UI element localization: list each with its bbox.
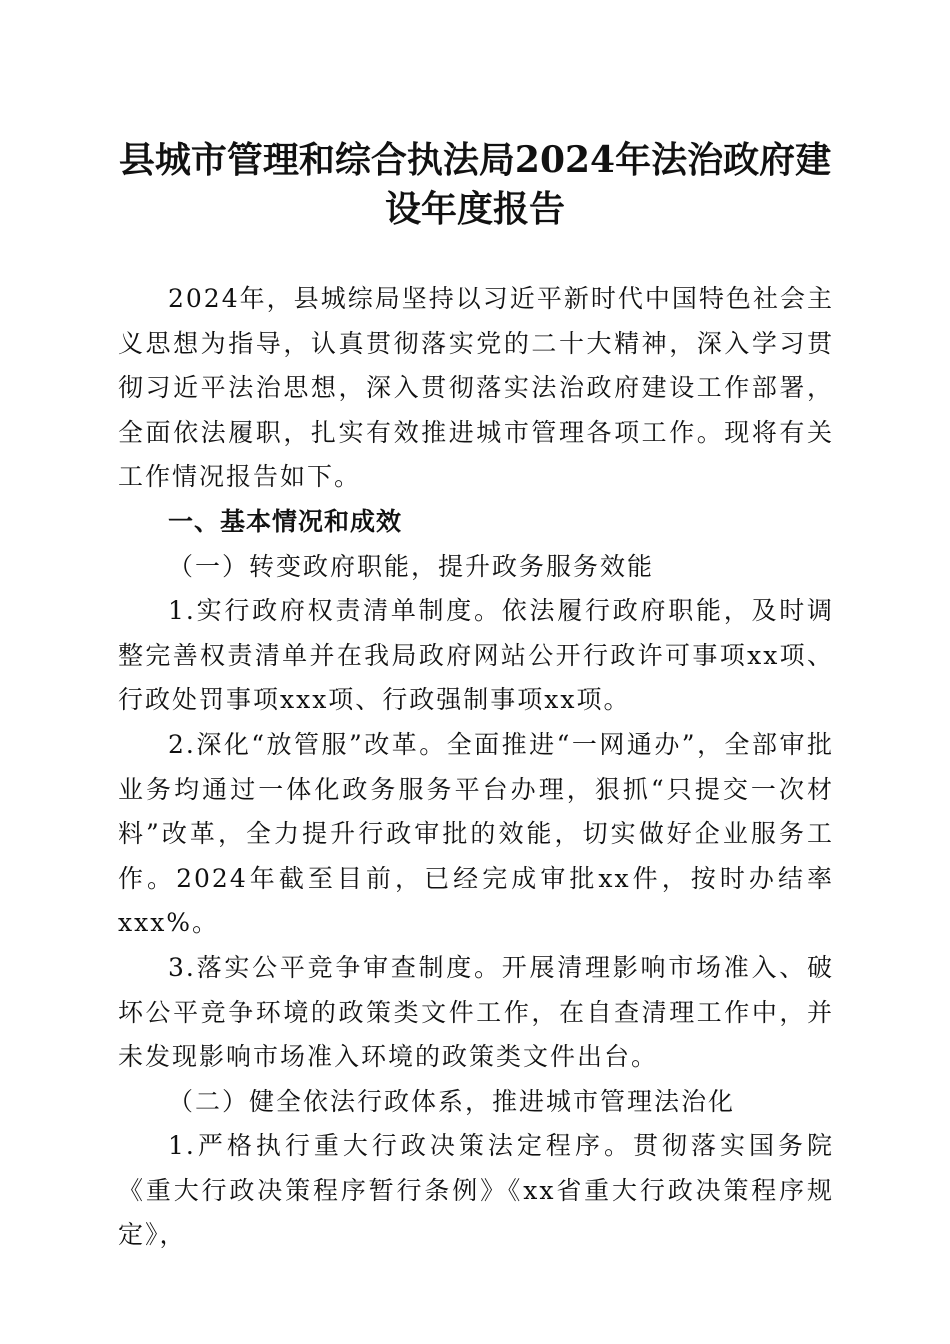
document-title (95, 136, 855, 234)
document-body (118, 277, 834, 1258)
title-line-1: 县城市管理和综合执法局2024年法治政府建 (118, 139, 832, 181)
item-paragraph-1: 1.实行政府权责清单制度。依法履行政府职能，及时调整完善权责清单并在我局政府网站公开行政许可事项xx项、行政处罚事项xxx项、行政强制事项xx项。 (118, 596, 834, 715)
intro-paragraph: 2024年，县城综局坚持以习近平新时代中国特色社会主义思想为指导，认真贯彻落实党的二十大精神，深入学习贯彻习近平法治思想，深入贯彻落实法治政府建设工作部署，全面依法履职，扎实有效推进城市管理各项工作。现将有关工作情况报告如下。 (118, 284, 834, 492)
item-paragraph-4: 1.严格执行重大行政决策法定程序。贯彻落实国务院《重大行政决策程序暂行条例》《xx省重大行政决策程序规定》， (118, 1131, 834, 1250)
section-heading-1: 一、基本情况和成效 (168, 506, 403, 536)
subsection-heading-2: （二）健全依法行政体系，推进城市管理法治化 (168, 1086, 736, 1116)
item-paragraph-2: 2.深化“放管服”改革。全面推进“一网通办”，全部审批业务均通过一体化政务服务平台办理，狠抓“只提交一次材料”改革，全力提升行政审批的效能，切实做好企业服务工作。2024年截至目前，已经完成审批xx件，按时办结率xxx%。 (118, 729, 834, 938)
title-line-2: 设年度报告 (384, 188, 565, 230)
item-paragraph-3: 3.落实公平竞争审查制度。开展清理影响市场准入、破坏公平竞争环境的政策类文件工作，在自查清理工作中，并未发现影响市场准入环境的政策类文件出台。 (118, 952, 834, 1072)
subsection-heading-1: （一）转变政府职能，提升政务服务效能 (168, 551, 655, 581)
